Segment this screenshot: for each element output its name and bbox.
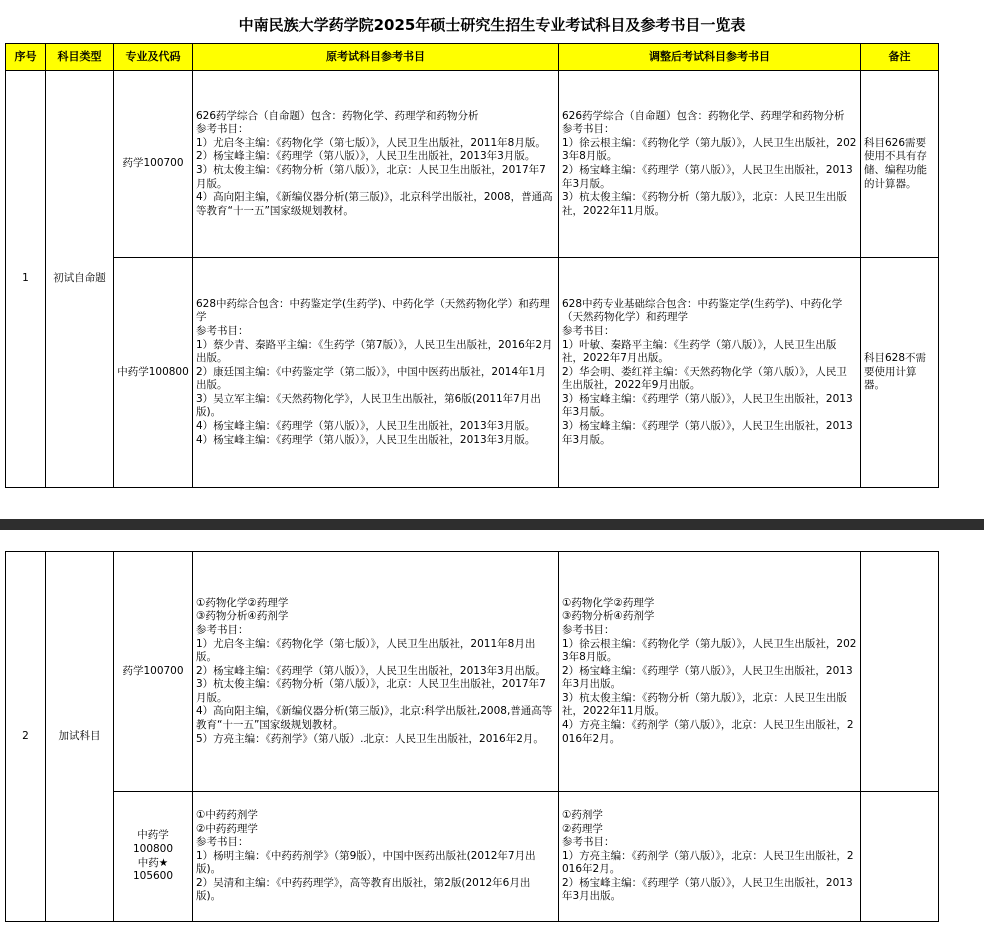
table-row xyxy=(6,71,939,258)
table-row xyxy=(6,552,939,792)
subject-type: 初试自命题 xyxy=(46,71,114,488)
remark: 科目626需要使用不具有存储、编程功能的计算器。 xyxy=(861,71,939,258)
page-title: 中南民族大学药学院2025年硕士研究生招生专业考试科目及参考书目一览表 xyxy=(238,16,746,34)
remark xyxy=(861,552,939,792)
major-code: 药学100700 xyxy=(114,552,193,792)
remark xyxy=(861,792,939,922)
header-no: 序号 xyxy=(6,44,46,71)
header-original: 原考试科目参考书目 xyxy=(193,44,559,71)
header-type: 科目类型 xyxy=(46,44,114,71)
subjects-table-part-2 xyxy=(5,551,939,922)
major-code: 中药学 100800 中药★ 105600 xyxy=(114,792,193,922)
adjusted-booklist: ①药物化学②药理学 ③药物分析④药剂学 参考书目： 1）徐云根主编：《药物化学（第九版）》，人民卫生出版社，2023年8月版。 2）杨宝峰主编：《药理学（第八版）》，人民卫生出版社，2013年3月出版。 3）杭太俊主编：《药物分析（第九版）》，北京：人民卫生出版社，2022年11月版。 4）方亮主编：《药剂学（第八版）》，北京：人民卫生出版社，2016年2月。 xyxy=(559,552,861,792)
adjusted-booklist: ①药剂学 ②药理学 参考书目： 1）方亮主编：《药剂学（第八版）》，北京：人民卫生出版社，2016年2月。 2）杨宝峰主编：《药理学（第八版）》，人民卫生出版社，2013年3月出版。 xyxy=(559,792,861,922)
original-booklist: 628中药综合包含：中药鉴定学(生药学)、中药化学（天然药物化学）和药理学 参考书目： 1）蔡少青、秦路平主编：《生药学（第7版）》，人民卫生出版社，2016年2月出版。 2）康廷国主编：《中药鉴定学（第二版）》，中国中医药出版社，2014年1月出版。 3）吴立军主编：《天然药物化学》，人民卫生出版社，第6版(2011年7月出版)。 4）杨宝峰主编：《药理学（第八版）》，人民卫生出版社，2013年3月版。 4）杨宝峰主编：《药理学（第八版）》，人民卫生出版社，2013年3月版。 xyxy=(193,258,559,488)
subject-type: 加试科目 xyxy=(46,552,114,922)
page-divider xyxy=(0,519,984,530)
header-note: 备注 xyxy=(861,44,939,71)
row-number: 1 xyxy=(6,71,46,488)
remark: 科目628不需要使用计算器。 xyxy=(861,258,939,488)
original-booklist: 626药学综合（自命题）包含：药物化学、药理学和药物分析 参考书目： 1）尤启冬主编：《药物化学（第七版）》，人民卫生出版社，2011年8月版。 2）杨宝峰主编：《药理学（第八版）》，人民卫生出版社，2013年3月版。 3）杭太俊主编：《药物分析（第八版）》，北京：人民卫生出版社，2017年7月版。 4）高向阳主编，《新编仪器分析(第三版)》，北京科学出版社，2008，普通高等教育“十一五”国家级规划教材。 xyxy=(193,71,559,258)
adjusted-booklist: 628中药专业基础综合包含：中药鉴定学(生药学)、中药化学（天然药物化学）和药理学 参考书目： 1）叶敏、秦路平主编：《生药学（第八版）》，人民卫生出版社，2022年7月出版。 2）华会明、娄红祥主编：《天然药物化学（第八版）》，人民卫生出版社，2022年9月出版。 3）杨宝峰主编：《药理学（第八版）》，人民卫生出版社，2013年3月版。 3）杨宝峰主编：《药理学（第八版）》，人民卫生出版社，2013年3月版。 xyxy=(559,258,861,488)
header-adjusted: 调整后考试科目参考书目 xyxy=(559,44,861,71)
major-code: 药学100700 xyxy=(114,71,193,258)
subjects-table-part-1 xyxy=(5,43,939,488)
table-row xyxy=(6,258,939,488)
header-row xyxy=(6,44,939,71)
major-code: 中药学100800 xyxy=(114,258,193,488)
original-booklist: ①药物化学②药理学 ③药物分析④药剂学 参考书目： 1）尤启冬主编：《药物化学（第七版）》，人民卫生出版社，2011年8月出版。 2）杨宝峰主编：《药理学（第八版）》，人民卫生出版社，2013年3月出版。 3）杭太俊主编：《药物分析（第八版）》，北京：人民卫生出版社，2017年7月版。 4）高向阳主编，《新编仪器分析(第三版)》，北京:科学出版社,2008,普通高等教育“十一五”国家级规划教材。 5）方亮主编：《药剂学》（第八版）.北京：人民卫生出版社，2016年2月。 xyxy=(193,552,559,792)
adjusted-booklist: 626药学综合（自命题）包含：药物化学、药理学和药物分析 参考书目： 1）徐云根主编：《药物化学（第九版）》，人民卫生出版社，2023年8月版。 2）杨宝峰主编：《药理学（第八版）》，人民卫生出版社，2013年3月版。 3）杭太俊主编：《药物分析（第九版）》，北京：人民卫生出版社，2022年11月版。 xyxy=(559,71,861,258)
header-major: 专业及代码 xyxy=(114,44,193,71)
row-number: 2 xyxy=(6,552,46,922)
table-row xyxy=(6,792,939,922)
original-booklist: ①中药药剂学 ②中药药理学 参考书目： 1）杨明主编：《中药药剂学》（第9版），中国中医药出版社(2012年7月出版)。 2）吴清和主编：《中药药理学》，高等教育出版社，第2版(2012年6月出版)。 xyxy=(193,792,559,922)
